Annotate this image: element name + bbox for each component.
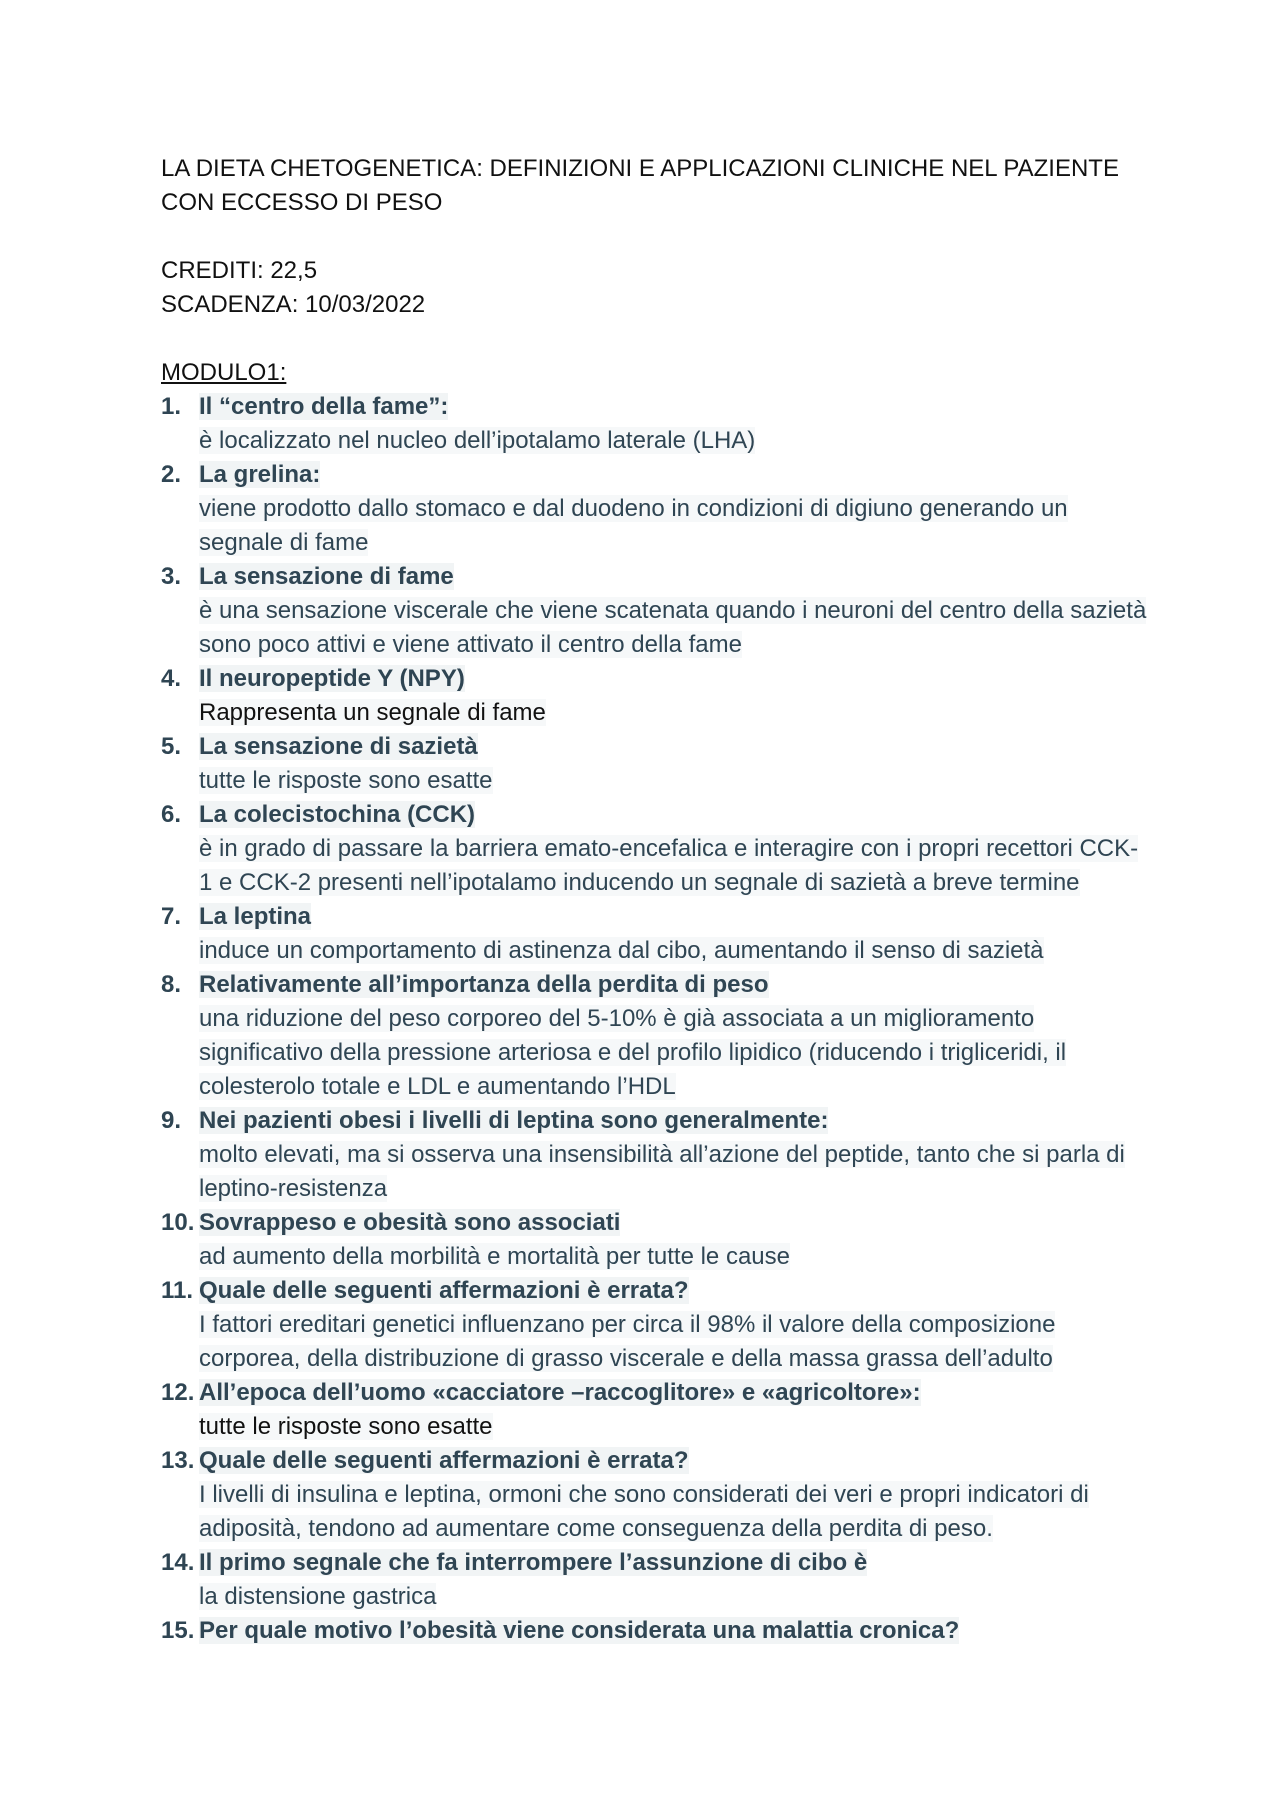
answer-text: [199, 934, 1151, 968]
question-item: [161, 1104, 1151, 1206]
question-text: Quale delle seguenti affermazioni è errata?: [199, 1447, 689, 1474]
question-number: 12.: [161, 1379, 195, 1406]
question-item: [161, 900, 1151, 968]
answer-text: [199, 1410, 1151, 1444]
answer-text-content: molto elevati, ma si osserva una insensibilità all’azione del peptide, tanto che si parla di leptino-resistenza: [199, 1141, 1125, 1202]
answer-text-content: I livelli di insulina e leptina, ormoni che sono considerati dei veri e propri indicatori di adiposità, tendono ad aumentare come conseguenza della perdita di peso.: [199, 1481, 1089, 1542]
answer-text-content: la distensione gastrica: [199, 1583, 437, 1610]
answer-text: [199, 424, 1151, 458]
question-number: 3.: [161, 563, 182, 590]
question-text: All’epoca dell’uomo «cacciatore –raccoglitore» e «agricoltore»:: [199, 1379, 921, 1406]
question-number: 9.: [161, 1107, 182, 1134]
question-number: 1.: [161, 393, 182, 420]
question-number: 2.: [161, 461, 182, 488]
document-title: LA DIETA CHETOGENETICA: DEFINIZIONI E APPLICAZIONI CLINICHE NEL PAZIENTE CON ECCESSO DI PESO: [161, 155, 1119, 216]
answer-text: [199, 1240, 1151, 1274]
course-meta: [161, 254, 1151, 322]
question-list: [161, 390, 1151, 1648]
question-number: 8.: [161, 971, 182, 998]
answer-text-content: induce un comportamento di astinenza dal cibo, aumentando il senso di sazietà: [199, 937, 1044, 964]
answer-text-content: I fattori ereditari genetici influenzano per circa il 98% il valore della composizione corporea, della distribuzione di grasso viscerale e della massa grassa dell’adulto: [199, 1311, 1056, 1372]
question-number: 6.: [161, 801, 182, 828]
answer-text-content: una riduzione del peso corporeo del 5-10% è già associata a un miglioramento significativo della pressione arteriosa e del profilo lipidico (riducendo i trigliceridi, il colesterolo totale e LDL e aumentando l’HDL: [199, 1005, 1067, 1100]
answer-text: [199, 594, 1151, 662]
question-number: 4.: [161, 665, 182, 692]
question-text: Sovrappeso e obesità sono associati: [199, 1209, 621, 1236]
question-number: 13.: [161, 1447, 195, 1474]
question-item: [161, 458, 1151, 560]
question-text: La sensazione di sazietà: [199, 733, 478, 760]
question-text: Relativamente all’importanza della perdita di peso: [199, 971, 769, 998]
question-item: [161, 1376, 1151, 1444]
question-item: [161, 1546, 1151, 1614]
question-number: 14.: [161, 1549, 195, 1576]
answer-text: [199, 1308, 1151, 1376]
question-item: [161, 560, 1151, 662]
question-item: [161, 662, 1151, 730]
answer-text: [199, 832, 1151, 900]
question-text: La leptina: [199, 903, 312, 930]
question-text: La colecistochina (CCK): [199, 801, 476, 828]
answer-text-content: è localizzato nel nucleo dell’ipotalamo laterale (LHA): [199, 427, 756, 454]
answer-text-content: viene prodotto dallo stomaco e dal duodeno in condizioni di digiuno generando un segnale di fame: [199, 495, 1068, 556]
module-heading: MODULO1:: [161, 359, 287, 386]
answer-text: [199, 492, 1151, 560]
question-item: [161, 798, 1151, 900]
question-item: [161, 390, 1151, 458]
answer-text: [199, 764, 1151, 798]
question-number: 10.: [161, 1209, 195, 1236]
question-item: [161, 730, 1151, 798]
answer-text: [199, 1478, 1151, 1546]
answer-text: [199, 1580, 1151, 1614]
document-page: [161, 152, 1151, 1648]
question-text: La sensazione di fame: [199, 563, 454, 590]
answer-text: [199, 1002, 1151, 1104]
question-item: [161, 1274, 1151, 1376]
answer-text-content: tutte le risposte sono esatte: [199, 1413, 493, 1440]
question-text: Il “centro della fame”:: [199, 393, 449, 420]
question-text: Il neuropeptide Y (NPY): [199, 665, 465, 692]
question-number: 5.: [161, 733, 182, 760]
question-number: 15.: [161, 1617, 195, 1644]
answer-text: [199, 696, 1151, 730]
answer-text-content: tutte le risposte sono esatte: [199, 767, 493, 794]
answer-text-content: Rappresenta un segnale di fame: [199, 699, 546, 726]
question-item: [161, 1614, 1151, 1648]
question-text: Quale delle seguenti affermazioni è errata?: [199, 1277, 689, 1304]
question-item: [161, 1206, 1151, 1274]
question-number: 7.: [161, 903, 182, 930]
question-text: Il primo segnale che fa interrompere l’assunzione di cibo è: [199, 1549, 868, 1576]
question-item: [161, 968, 1151, 1104]
question-number: 11.: [161, 1277, 194, 1304]
deadline-text: SCADENZA: 10/03/2022: [161, 291, 426, 318]
credits-text: CREDITI: 22,5: [161, 257, 318, 284]
answer-text-content: ad aumento della morbilità e mortalità per tutte le cause: [199, 1243, 790, 1270]
answer-text-content: è una sensazione viscerale che viene scatenata quando i neuroni del centro della sazietà sono poco attivi e viene attivato il centro della fame: [199, 597, 1147, 658]
answer-text: [199, 1138, 1151, 1206]
question-text: Nei pazienti obesi i livelli di leptina sono generalmente:: [199, 1107, 829, 1134]
question-text: Per quale motivo l’obesità viene considerata una malattia cronica?: [199, 1617, 960, 1644]
question-item: [161, 1444, 1151, 1546]
question-text: La grelina:: [199, 461, 321, 488]
answer-text-content: è in grado di passare la barriera emato-encefalica e interagire con i propri recettori CCK-1 e CCK-2 presenti nell’ipotalamo inducendo un segnale di sazietà a breve termine: [199, 835, 1139, 896]
